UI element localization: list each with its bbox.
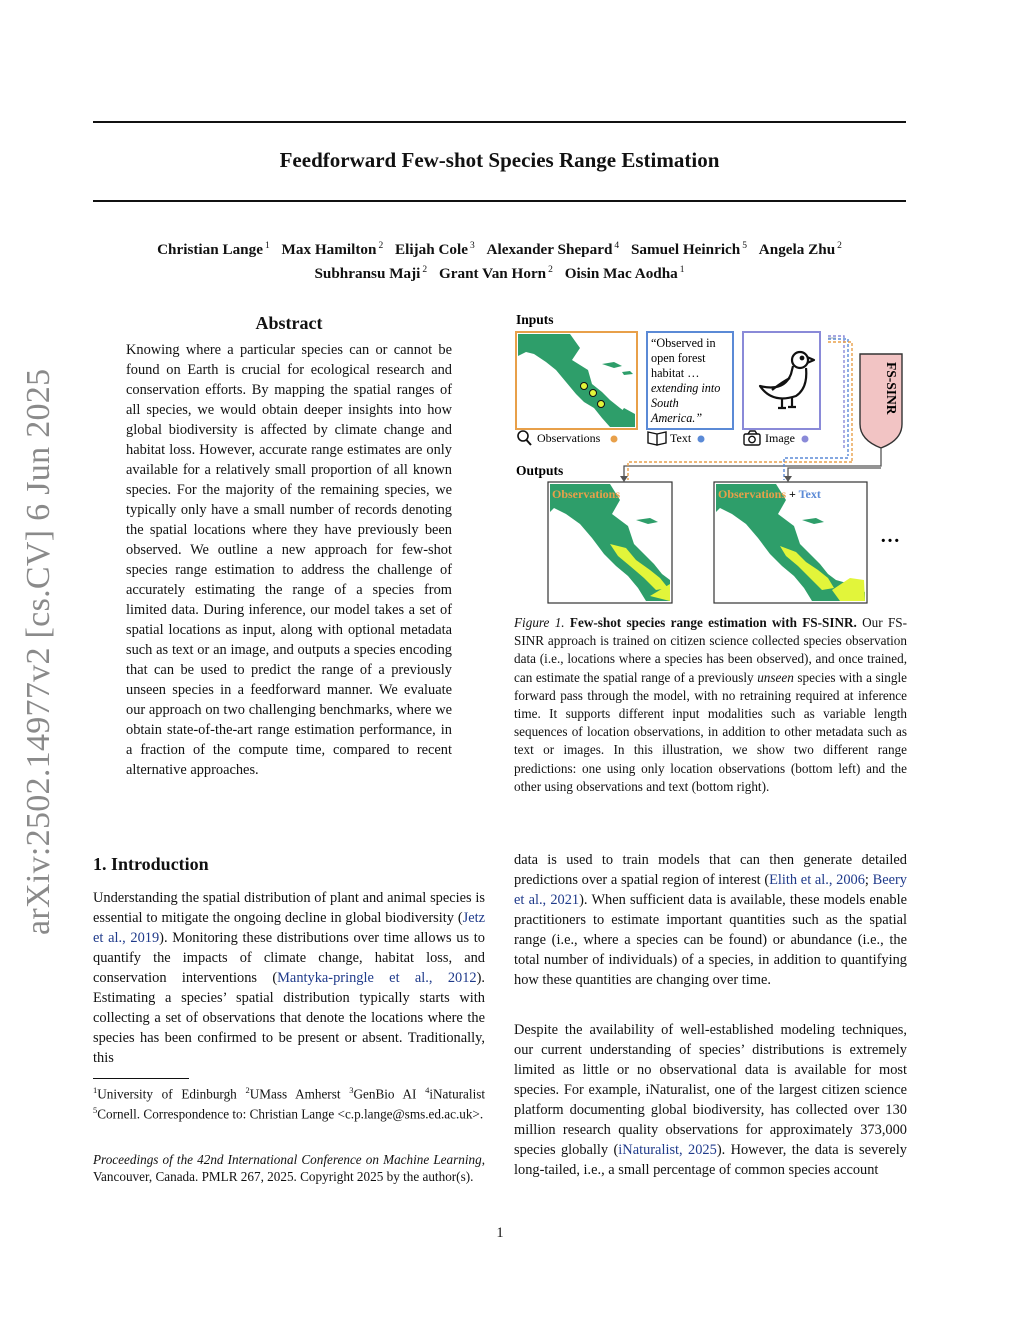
introduction-heading: 1. Introduction	[93, 854, 209, 874]
image-dot	[802, 436, 809, 443]
author: Alexander Shepard $^4$	[486, 241, 620, 258]
author: Max Hamilton $^2$	[281, 241, 384, 258]
author: Grant Van Horn $^2$	[438, 265, 553, 282]
citation-link[interactable]: Mantyka-pringle et al., 2012	[277, 970, 477, 986]
image-input-label: Image	[765, 431, 795, 445]
book-icon	[648, 432, 666, 445]
output-2-label: Observations + Text	[718, 487, 821, 501]
top-rule	[93, 121, 906, 123]
text-input-label: Text	[670, 431, 692, 445]
author: Subhransu Maji $^2$	[314, 265, 428, 282]
outputs-label: Outputs	[516, 463, 564, 478]
abstract-heading: Abstract	[255, 313, 323, 333]
proceedings-note: Proceedings of the 42nd International Conference on Machine Learning, Vancouver, Canada. PMLR 267, 2025. Copyright 2025 by the author(s).	[93, 1152, 485, 1184]
citation-link[interactable]: Elith et al., 2006	[769, 872, 865, 888]
image-input-box	[743, 332, 820, 429]
output-1-label: Observations	[552, 487, 621, 501]
inputs-label: Inputs	[516, 312, 554, 327]
observations-map	[516, 332, 637, 429]
author: Samuel Heinrich $^5$	[630, 241, 747, 258]
more-outputs-ellipsis: …	[880, 525, 900, 547]
observations-input-label: Observations	[537, 431, 601, 445]
abstract-text: Knowing where a particular species can or cannot be found on Earth is crucial for ecological research and conservation efforts. By mapping the spatial ranges of all species, we would obtain deeper insights into how global biodiversity is affected by climate change and habitat loss. However, accurate range estimates are only available for a relatively small proportion of all known species. For the majority of the remaining species, we typically only have a small number of records denoting the spatial locations where they have previously been observed. We outline a new approach for few-shot species range estimation to address the challenge of accurately estimating the range of a species from limited data. During inference, our model takes a set of spatial locations as input, along with optional metadata such as text or an image, and outputs a species encoding that can be used to predict the range of a previously unseen species in a feedforward manner. We evaluate our approach on two challenging benchmarks, where we obtain state-of-the-art range estimation performance, in a fraction of the compute time, compared to recent alternative approaches.	[126, 342, 452, 778]
observations-dot	[611, 436, 618, 443]
author: Oisin Mac Aodha $^1$	[564, 265, 685, 282]
model-label: FS-SINR	[884, 362, 899, 415]
observation-point	[581, 383, 588, 390]
observation-point	[598, 401, 605, 408]
right-column-paragraph-1: data is used to train models that can then generate detailed predictions over a spatial region of interest (Elith et al., 2006; Beery et al., 2021). When sufficient data is available, these models enable practitioners to estimate important quantities such as the spatial range (i.e., where a species can be found) or abundance (i.e., the total number of individuals) of a species, in addition to quantifying how these quantities are changing over time.	[514, 852, 907, 988]
output-map-observations-text	[714, 482, 867, 603]
right-column-paragraph-2: Despite the availability of well-established modeling techniques, our current understanding of species’ distributions is extremely limited as little or no observational data is available for most species. For example, iNaturalist, one of the largest citizen science platform documenting global biodiversity, has collected over 130 million research quality observations for approximately 373,000 species globally (iNaturalist, 2025). However, the data is severely long-tailed, i.e., a small percentage of common species account	[514, 1022, 907, 1178]
svg-text:“Observed in open forest: “Observed in open forest habitat … extending into South America.”	[651, 336, 721, 425]
page-number: 1	[496, 1225, 504, 1241]
citation-link[interactable]: Beery et al., 2021	[514, 872, 907, 908]
footnote-rule	[93, 1078, 189, 1079]
citation-link[interactable]: iNaturalist, 2025	[618, 1142, 717, 1158]
search-icon	[518, 431, 531, 445]
title-bottom-rule	[93, 200, 906, 202]
figure-1	[510, 308, 910, 608]
text-dot	[698, 436, 705, 443]
affiliations-footnote: $^1$University of Edinburgh $^2$UMass Amherst $^3$GenBio AI $^4$iNaturalist $^5$Cornell. Correspondence to: Christian Lange <c.p.lange@sms.ed.ac.uk>.	[93, 1085, 486, 1122]
author-list	[93, 236, 906, 284]
introduction-paragraph: Understanding the spatial distribution of plant and animal species is essential to mitigate the ongoing decline in global biodiversity (Jetz et al., 2019). Monitoring these distributions over time allows us to quantify the impacts of climate change, habitat loss, and conservation interventions (Mantyka-pringle et al., 2012). Estimating a species’ spatial distribution typically starts with collecting a set of observations that denote the locations where the species has been confirmed to be present or absent. Traditionally, this	[93, 890, 486, 1066]
paper-title: Feedforward Few-shot Species Range Estimation	[279, 148, 720, 172]
citation-link[interactable]: Jetz et al., 2019	[93, 910, 485, 946]
arxiv-identifier[interactable]: arXiv:2502.14977v2 [cs.CV] 6 Jun 2025	[20, 368, 57, 935]
author: Angela Zhu $^2$	[758, 241, 842, 258]
author: Christian Lange $^1$	[157, 241, 270, 258]
observation-point	[590, 390, 597, 397]
output-map-observations	[548, 482, 672, 603]
author: Elijah Cole $^3$	[394, 241, 475, 258]
figure-1-caption: Figure 1. Few-shot species range estimation with FS-SINR. Our FS-SINR approach is trained on citizen science collected species observation data (i.e., locations where a species has been observed), and once trained, can estimate the spatial range of a previously unseen species with a single forward pass through the model, with no retraining required at inference time. It supports different input modalities such as variable length sequences of location observations, in addition to other metadata such as text or images. In this illustration, we show two different range predictions: one using only location observations (bottom left) and the other using observations and text (bottom right).	[514, 615, 908, 794]
camera-icon	[744, 431, 760, 445]
